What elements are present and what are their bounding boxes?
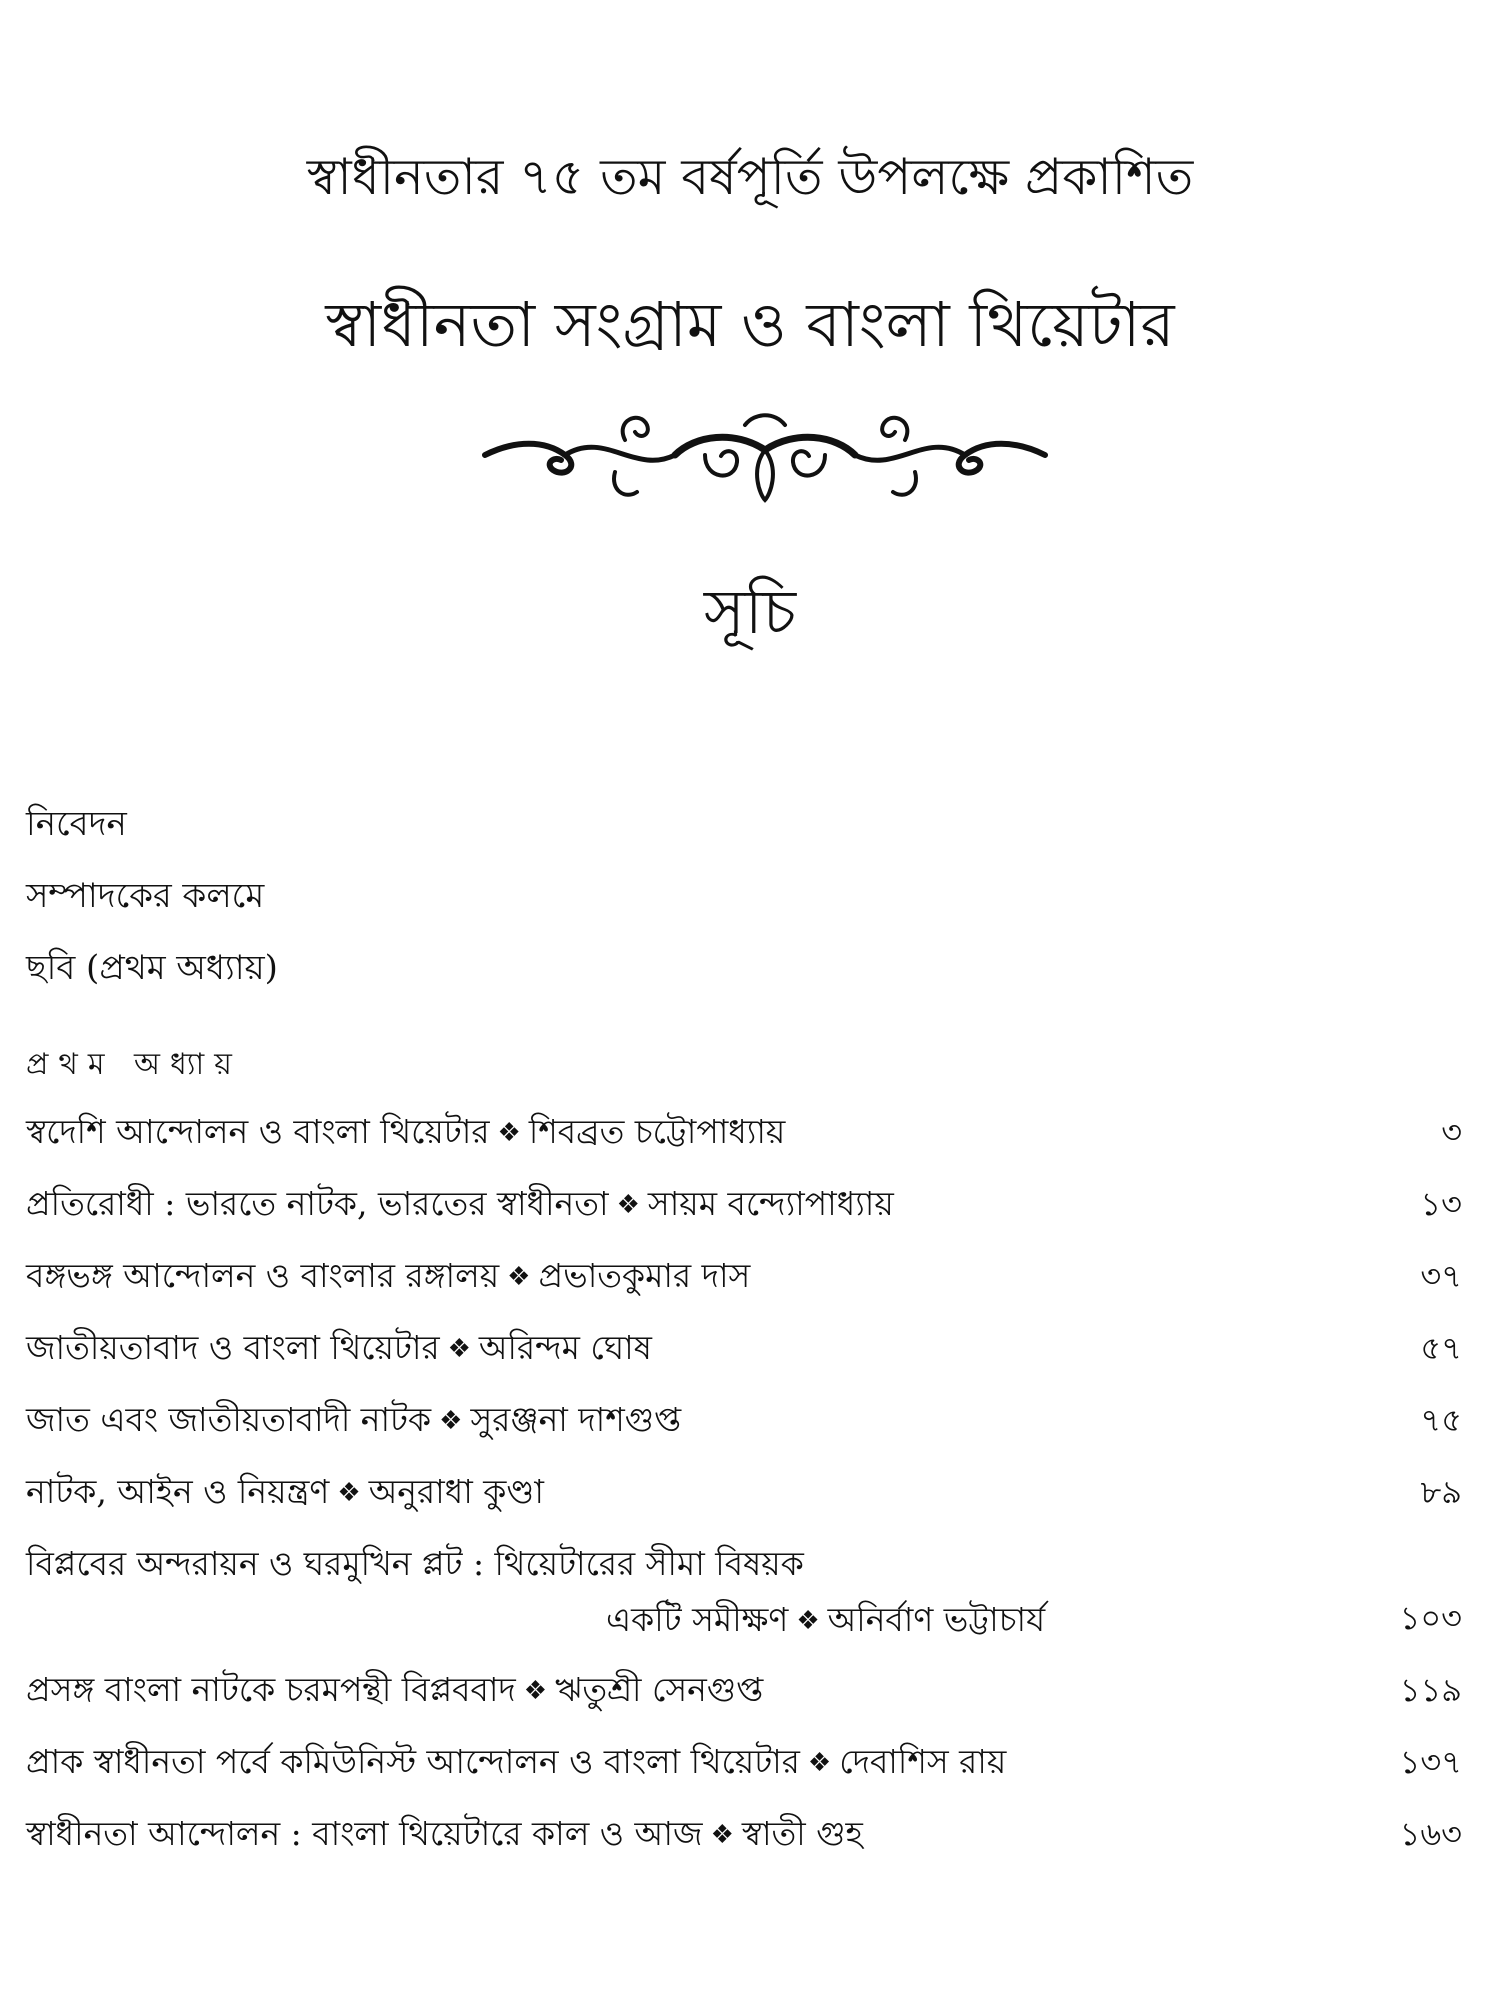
book-title: স্বাধীনতা সংগ্রাম ও বাংলা থিয়েটার	[325, 288, 1175, 361]
contents-heading: সূচি	[703, 575, 797, 648]
entry-author: অরিন্দম ঘোষ	[478, 1328, 652, 1367]
entry-author: ঋতুশ্রী সেনগুপ্ত	[555, 1670, 764, 1709]
toc-entry	[26, 1666, 1470, 1738]
entry-title: জাতীয়তাবাদ ও বাংলা থিয়েটার	[26, 1328, 440, 1367]
diamond-separator-icon: ❖	[507, 1262, 531, 1292]
entry-title: বিপ্লবের অন্দরায়ন ও ঘরমুখিন প্লট : থিয়েটারের সীমা বিষয়ক	[26, 1544, 804, 1583]
entry-page-number: ১৬৩	[1399, 1815, 1462, 1853]
entry-title: জাত এবং জাতীয়তাবাদী নাটক	[26, 1400, 432, 1439]
decorative-scroll-divider-icon	[475, 400, 1055, 510]
diamond-separator-icon: ❖	[439, 1406, 463, 1436]
entry-page-number: ৩৭	[1420, 1257, 1462, 1295]
entry-page-number: ৮৯	[1420, 1473, 1462, 1511]
diamond-separator-icon: ❖	[710, 1820, 734, 1850]
toc-entry	[26, 1468, 1470, 1540]
diamond-separator-icon: ❖	[616, 1190, 640, 1220]
toc-entry	[26, 1396, 1470, 1468]
front-matter-list	[26, 800, 278, 1016]
table-of-contents	[26, 1108, 1470, 1882]
diamond-separator-icon: ❖	[497, 1118, 521, 1148]
entry-title: প্রতিরোধী : ভারতে নাটক, ভারতের স্বাধীনতা	[26, 1184, 609, 1223]
entry-title: প্রাক স্বাধীনতা পর্বে কমিউনিস্ট আন্দোলন ও বাংলা থিয়েটার	[26, 1742, 800, 1781]
diamond-separator-icon: ❖	[337, 1478, 361, 1508]
entry-page-number: ১১৯	[1399, 1671, 1462, 1709]
entry-page-number: ৫৭	[1420, 1329, 1462, 1367]
toc-entry	[26, 1810, 1470, 1882]
chapter-heading: প্রথম অধ্যায়	[26, 1047, 242, 1082]
entry-page-number: ১৩৭	[1399, 1743, 1462, 1781]
front-matter-item: নিবেদন	[26, 804, 127, 844]
entry-author: দেবাশিস রায়	[839, 1742, 1007, 1781]
diamond-separator-icon: ❖	[447, 1334, 471, 1364]
front-matter-item: ছবি (প্রথম অধ্যায়)	[26, 948, 278, 988]
entry-title: প্রসঙ্গ বাংলা নাটকে চরমপন্থী বিপ্লববাদ	[26, 1670, 516, 1709]
entry-title-continued: একটি সমীক্ষণ	[606, 1600, 789, 1639]
book-subtitle: স্বাধীনতার ৭৫ তম বর্ষপূর্তি উপলক্ষে প্রকাশিত	[306, 148, 1194, 206]
toc-entry	[26, 1324, 1470, 1396]
entry-title: বঙ্গভঙ্গ আন্দোলন ও বাংলার রঙ্গালয়	[26, 1256, 500, 1295]
entry-author: শিবব্রত চট্টোপাধ্যায়	[528, 1112, 786, 1151]
entry-title: নাটক, আইন ও নিয়ন্ত্রণ	[26, 1472, 330, 1511]
toc-entry	[26, 1540, 1470, 1666]
entry-author: অনির্বাণ ভট্টাচার্য	[827, 1600, 1046, 1639]
entry-author: প্রভাতকুমার দাস	[538, 1256, 751, 1295]
entry-title: স্বাধীনতা আন্দোলন : বাংলা থিয়েটারে কাল ও আজ	[26, 1814, 703, 1853]
entry-page-number: ৩	[1441, 1113, 1462, 1151]
entry-author: সুরঞ্জনা দাশগুপ্ত	[470, 1400, 682, 1439]
entry-title: স্বদেশি আন্দোলন ও বাংলা থিয়েটার	[26, 1112, 490, 1151]
diamond-separator-icon: ❖	[523, 1676, 548, 1706]
diamond-separator-icon: ❖	[796, 1606, 820, 1636]
entry-page-number: ১০৩	[1399, 1599, 1462, 1637]
entry-page-number: ১৩	[1420, 1185, 1462, 1223]
toc-entry	[26, 1108, 1470, 1180]
diamond-separator-icon: ❖	[807, 1748, 832, 1778]
toc-entry	[26, 1180, 1470, 1252]
toc-entry	[26, 1252, 1470, 1324]
toc-entry	[26, 1738, 1470, 1810]
entry-page-number: ৭৫	[1420, 1401, 1462, 1439]
entry-author: অনুরাধা কুণ্ডা	[368, 1472, 544, 1511]
entry-author: সায়ম বন্দ্যোপাধ্যায়	[647, 1184, 894, 1223]
entry-author: স্বাতী গুহ	[741, 1814, 863, 1853]
front-matter-item: সম্পাদকের কলমে	[26, 876, 265, 916]
